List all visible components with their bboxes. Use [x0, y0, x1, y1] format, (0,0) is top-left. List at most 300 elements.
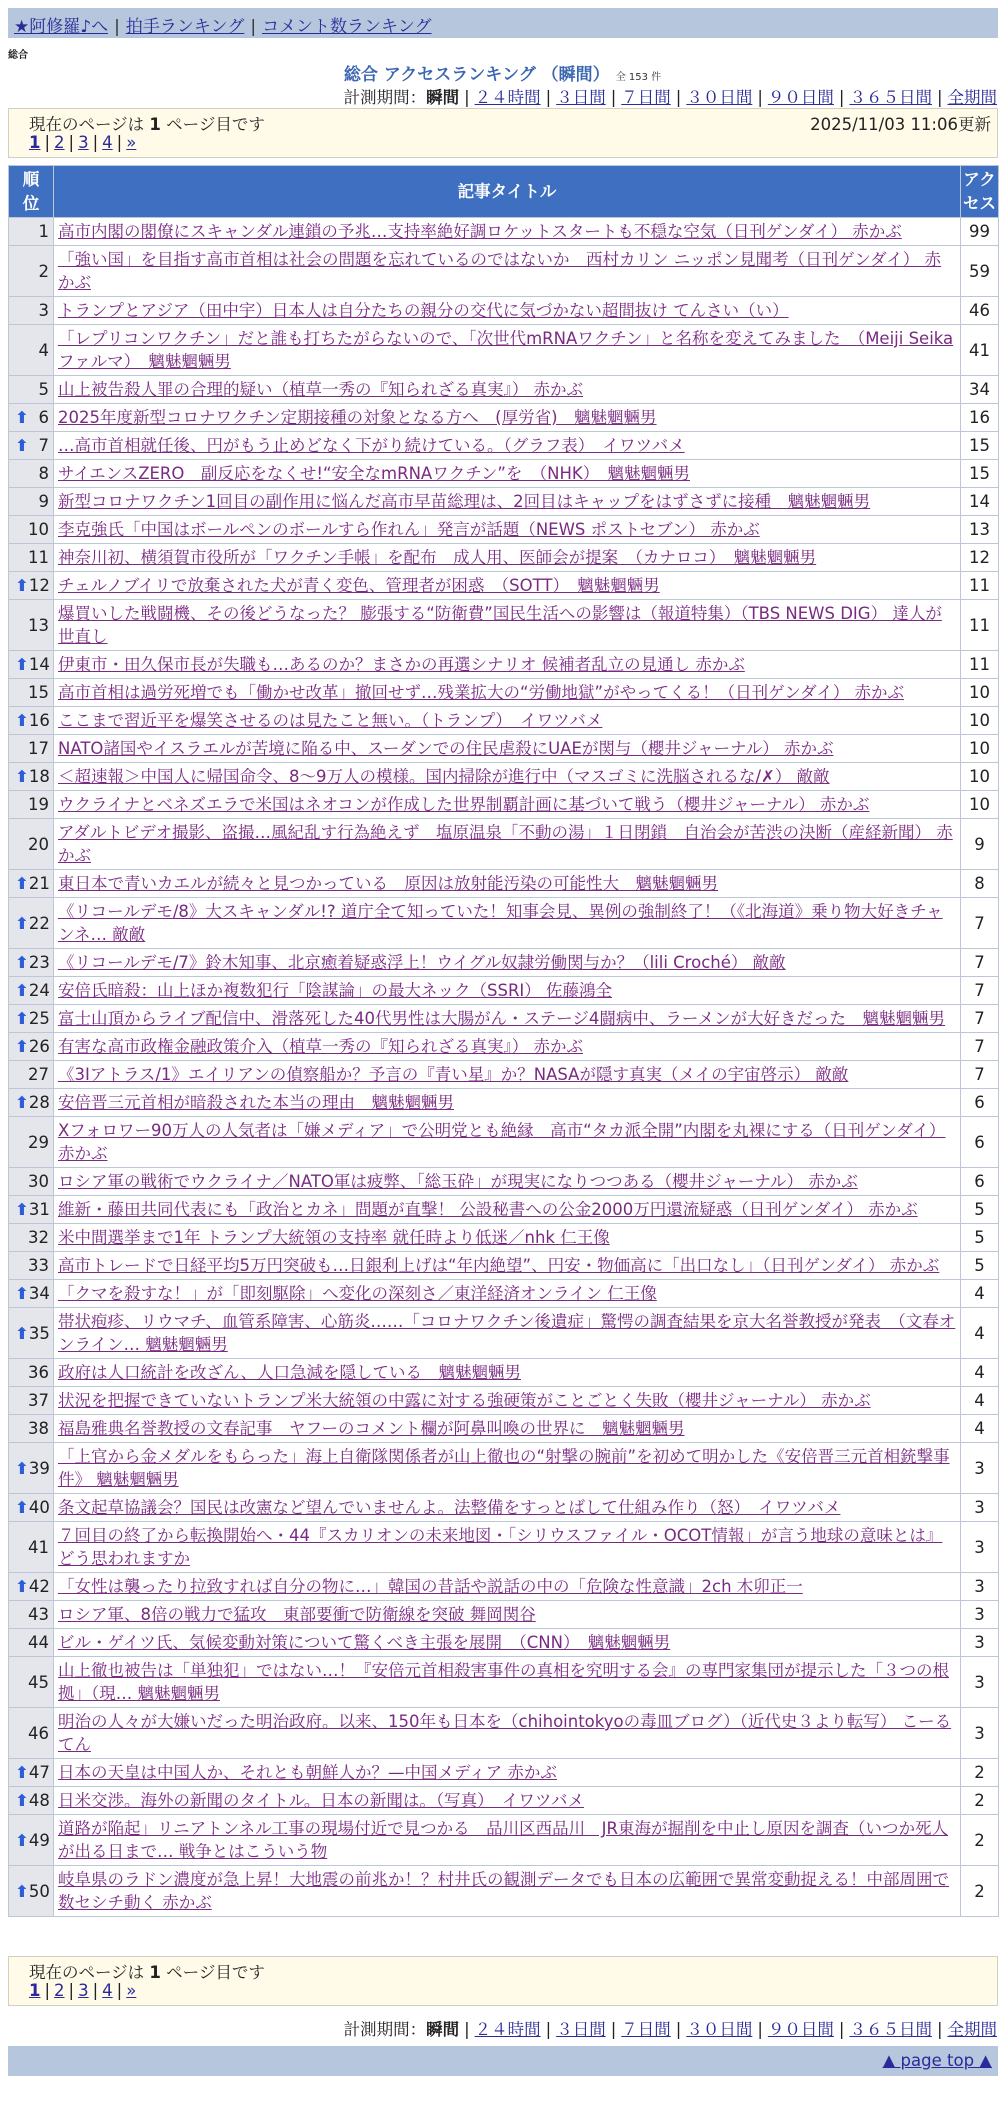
rank-number: 36: [28, 1363, 49, 1382]
table-row: [9, 1308, 999, 1359]
period-separator: |: [545, 88, 552, 107]
rank-cell: [9, 1359, 54, 1387]
top-nav-bar: [8, 8, 998, 38]
table-row: [9, 870, 999, 898]
up-arrow-icon: ⬆: [15, 1577, 29, 1596]
access-count: 3: [961, 1601, 999, 1629]
article-link[interactable]: ウクライナとベネズエラで米国はネオコンが作成した世界制覇計画に基づいて戦う（櫻井ジャーナル） 赤かぶ: [58, 795, 870, 814]
table-row: [9, 949, 999, 977]
rank-cell: [9, 1759, 54, 1787]
current-page-post: ページ目です: [166, 1963, 265, 1982]
access-count: 2: [961, 1787, 999, 1815]
page-links: [29, 133, 136, 152]
up-arrow-icon: ⬆: [15, 874, 29, 893]
rank-cell: [9, 600, 54, 651]
table-row: [9, 735, 999, 763]
article-link[interactable]: 山上被告殺人罪の合理的疑い（植草一秀の『知られざる真実』） 赤かぶ: [58, 380, 583, 399]
access-count: 6: [961, 1089, 999, 1117]
rank-cell: [9, 544, 54, 572]
article-link[interactable]: 有害な高市政権金融政策介入（植草一秀の『知られざる真実』） 赤かぶ: [58, 1037, 583, 1056]
current-page-text: [29, 1959, 265, 1983]
rank-number: 46: [28, 1723, 49, 1743]
comment-ranking-link[interactable]: コメント数ランキング: [262, 17, 432, 37]
title-cell: [54, 977, 961, 1005]
pager-bottom: [8, 1956, 998, 2006]
title-cell: [54, 1168, 961, 1196]
access-count: 10: [961, 707, 999, 735]
period-option-link[interactable]: ３６５日間: [849, 2020, 932, 2039]
access-count: 13: [961, 516, 999, 544]
table-row: [9, 1759, 999, 1787]
table-row: [9, 679, 999, 707]
up-arrow-icon: ⬆: [15, 1323, 29, 1343]
page-title-text: 総合 アクセスランキング （瞬間）: [343, 65, 610, 85]
rank-cell: [9, 325, 54, 376]
table-row: [9, 1033, 999, 1061]
period-separator: |: [610, 88, 617, 107]
table-row: [9, 791, 999, 819]
title-cell: [54, 1252, 961, 1280]
period-option-link[interactable]: ３日間: [556, 2020, 606, 2039]
article-link[interactable]: 「強い国」を目指す高市首相は社会の問題を忘れているのではないか 西村カリン ニッポン見聞考（日刊ゲンダイ） 赤かぶ: [58, 250, 942, 292]
rank-number: 24: [28, 981, 50, 1000]
article-link[interactable]: ここまで習近平を爆笑させるのは見たこと無い。（トランプ） イワツバメ: [58, 711, 603, 730]
access-count: 11: [961, 651, 999, 679]
table-row: [9, 1629, 999, 1657]
title-cell: [54, 791, 961, 819]
article-link[interactable]: 爆買いした戦闘機、その後どうなった？ 膨張する“防衛費”国民生活への影響は（報道特集）（TBS NEWS DIG） 達人が世直し: [58, 604, 942, 646]
article-link[interactable]: 日本の天皇は中国人か、それとも朝鮮人か？—中国メディア 赤かぶ: [58, 1763, 557, 1782]
article-link[interactable]: チェルノブイリで放棄された犬が青く変色、管理者が困惑 （SOTT） 魑魅魍魎男: [58, 576, 660, 595]
page-link-current[interactable]: [29, 1981, 40, 2000]
article-link[interactable]: 安倍晋三元首相が暗殺された本当の理由 魑魅魍魎男: [58, 1093, 454, 1112]
table-row: [9, 460, 999, 488]
period-separator: |: [936, 2020, 943, 2039]
article-link[interactable]: 山上徹也被告は「単独犯」ではない…！『安倍元首相殺害事件の真相を究明する会』の専門家集団が提示した「３つの根拠」（現… 魑魅魍魎男: [58, 1661, 949, 1703]
period-option-link[interactable]: ３日間: [556, 88, 606, 107]
article-link[interactable]: 富士山頂からライブ配信中、滑落死した40代男性は大腸がん・ステージ4闘病中、ラーメンが大好きだった 魑魅魍魎男: [58, 1009, 946, 1028]
title-cell: [54, 1787, 961, 1815]
up-arrow-icon: ⬆: [15, 576, 29, 595]
table-row: [9, 432, 999, 460]
table-row: [9, 1657, 999, 1708]
access-count: 4: [961, 1387, 999, 1415]
rank-header-text: 順位: [22, 169, 40, 213]
rank-number: 23: [28, 953, 50, 972]
title-cell: [54, 325, 961, 376]
article-link[interactable]: 「レプリコンワクチン」だと誰も打ちたがらないので、「次世代mRNAワクチン」と名称を変えてみました （Meiji Seika ファルマ） 魑魅魍魎男: [58, 329, 954, 371]
title-cell: [54, 898, 961, 949]
article-link[interactable]: ロシア軍、8倍の戦力で猛攻 東部要衝で防衛線を突破 舞岡関谷: [58, 1605, 536, 1624]
title-cell: [54, 1033, 961, 1061]
rank-cell: [9, 246, 54, 297]
period-selector-bottom: [344, 2016, 997, 2040]
rank-cell: [9, 651, 54, 679]
rank-cell: [9, 1815, 54, 1866]
rank-number: 19: [28, 795, 49, 814]
nav-separator: |: [114, 17, 120, 37]
page-separator: |: [116, 1981, 123, 2000]
rank-number: 31: [28, 1200, 50, 1219]
title-cell: [54, 246, 961, 297]
up-arrow-icon: ⬆: [15, 1791, 29, 1810]
table-row: [9, 819, 999, 870]
title-cell: [54, 432, 961, 460]
page-link-2[interactable]: 2: [54, 1981, 65, 2000]
rank-number: 39: [28, 1458, 50, 1478]
article-link[interactable]: NATO諸国やイスラエルが苦境に陥る中、スーダンでの住民虐殺にUAEが関与（櫻井ジャーナル） 赤かぶ: [58, 739, 834, 758]
period-option-link[interactable]: ９０日間: [767, 2020, 834, 2039]
period-separator: |: [610, 2020, 617, 2039]
table-row: [9, 707, 999, 735]
page-separator: |: [92, 1981, 99, 2000]
access-count: 3: [961, 1494, 999, 1522]
article-link[interactable]: ＜超速報＞中国人に帰国命令、8～9万人の模様。国内掃除が進行中（マスゴミに洗脳されるな/✗） 敵敵: [58, 767, 830, 786]
rank-number: 34: [28, 1284, 50, 1303]
table-row: [9, 1815, 999, 1866]
access-count: 10: [961, 735, 999, 763]
access-count: 12: [961, 544, 999, 572]
page-link-2[interactable]: 2: [54, 133, 65, 152]
rank-cell: [9, 707, 54, 735]
rank-number: 27: [28, 1065, 49, 1084]
rank-cell: [9, 763, 54, 791]
article-link[interactable]: 政府は人口統計を改ざん、人口急減を隠している 魑魅魍魎男: [58, 1363, 521, 1382]
rank-cell: [9, 404, 54, 432]
up-arrow-icon: ⬆: [15, 1284, 29, 1303]
access-count: 7: [961, 949, 999, 977]
article-link[interactable]: 高市内閣の閣僚にスキャンダル連鎖の予兆…支持率絶好調ロケットスタートも不穏な空気（日刊ゲンダイ） 赤かぶ: [58, 222, 902, 241]
rank-number: 9: [38, 492, 49, 511]
rank-number: 14: [28, 655, 50, 674]
access-count: 11: [961, 600, 999, 651]
page-link-4[interactable]: 4: [102, 133, 113, 152]
period-option-link[interactable]: ２４時間: [474, 2020, 541, 2039]
rank-number: 3: [38, 301, 49, 320]
title-cell: [54, 1601, 961, 1629]
access-count: 4: [961, 1280, 999, 1308]
rank-number: 11: [28, 548, 49, 567]
up-arrow-icon: ⬆: [15, 1498, 29, 1517]
ranking-table: [8, 165, 999, 1917]
article-link[interactable]: 岐阜県のラドン濃度が急上昇！大地震の前兆か！？村井氏の観測データでも日本の広範囲で異常変動捉える！中部周囲で数セシチ動く 赤かぶ: [58, 1870, 949, 1912]
article-link[interactable]: 維新・藤田共同代表にも「政治とカネ」問題が直撃！ 公設秘書への公金2000万円還流疑惑（日刊ゲンダイ） 赤かぶ: [58, 1200, 918, 1219]
page-separator: |: [68, 1981, 75, 2000]
article-link[interactable]: 「クマを殺すな！」が「即刻駆除」へ変化の深刻さ／東洋経済オンライン 仁王像: [58, 1284, 657, 1303]
rank-number: 12: [28, 576, 50, 595]
title-cell: [54, 297, 961, 325]
page-link-4[interactable]: 4: [102, 1981, 113, 2000]
access-count: 7: [961, 1033, 999, 1061]
title-cell: [54, 949, 961, 977]
article-link[interactable]: 福島雅典名誉教授の文春記事 ヤフーのコメント欄が阿鼻叫喚の世界に 魑魅魍魎男: [58, 1419, 685, 1438]
period-separator: |: [838, 2020, 845, 2039]
period-option-link[interactable]: 全期間: [947, 88, 997, 107]
title-cell: [54, 488, 961, 516]
title-cell: [54, 544, 961, 572]
table-row: [9, 1359, 999, 1387]
title-cell: [54, 572, 961, 600]
table-row: [9, 488, 999, 516]
title-cell: [54, 1657, 961, 1708]
page-top-link[interactable]: ▲ page top ▲: [882, 2051, 992, 2070]
table-row: [9, 376, 999, 404]
title-cell: [54, 1387, 961, 1415]
period-label: 計測期間：: [343, 88, 427, 107]
article-link[interactable]: 2025年度新型コロナワクチン定期接種の対象となる方へ (厚労省) 魑魅魍魎男: [58, 408, 657, 427]
access-count: 3: [961, 1522, 999, 1573]
rank-header: [9, 166, 54, 218]
article-link[interactable]: 安倍氏暗殺：山上ほか複数犯行「陰謀論」の最大ネック（SSRI） 佐藤鴻全: [58, 981, 613, 1000]
article-link[interactable]: 「上官から金メダルをもらった」海上自衛隊関係者が山上徹也の“射撃の腕前”を初めて明かした《安倍晋三元首相銃撃事件》 魑魅魍魎男: [58, 1447, 950, 1489]
rank-number: 26: [28, 1037, 50, 1056]
home-link[interactable]: ★阿修羅♪へ: [14, 17, 109, 37]
rank-number: 10: [28, 520, 49, 539]
period-current: 瞬間: [426, 2020, 460, 2039]
rank-cell: [9, 488, 54, 516]
rank-number: 2: [38, 261, 49, 281]
access-count: 34: [961, 376, 999, 404]
period-option-link[interactable]: ３０日間: [686, 88, 753, 107]
period-separator: |: [464, 88, 470, 107]
table-row: [9, 600, 999, 651]
article-link[interactable]: 道路が陥起」リニアトンネル工事の現場付近で見つかる 品川区西品川 JR東海が掘削を中止し原因を調査（いつか死人が出る日まで… 戦争とはこういう物: [58, 1819, 949, 1861]
access-count: 8: [961, 870, 999, 898]
table-row: [9, 651, 999, 679]
up-arrow-icon: ⬆: [15, 953, 29, 972]
rank-cell: [9, 1280, 54, 1308]
article-link[interactable]: 状況を把握できていないトランプ米大統領の中露に対する強硬策がことごとく失敗（櫻井ジャーナル） 赤かぶ: [58, 1391, 871, 1410]
up-arrow-icon: ⬆: [15, 913, 29, 933]
article-link[interactable]: …高市首相就任後、円がもう止めどなく下がり続けている。（グラフ表） イワツバメ: [58, 436, 685, 455]
article-link[interactable]: 伊東市・田久保市長が失職も…あるのか？まさかの再選シナリオ 候補者乱立の見通し 赤かぶ: [58, 655, 745, 674]
rank-number: 40: [28, 1498, 50, 1517]
article-link[interactable]: サイエンスZERO 副反応をなくせ!“安全なmRNAワクチン”を （NHK） 魑魅魍魎男: [58, 464, 690, 483]
page-link-1[interactable]: 1: [29, 133, 41, 152]
period-separator: |: [757, 2020, 763, 2039]
page-separator: |: [68, 133, 75, 152]
rank-number: 5: [38, 380, 49, 399]
article-link[interactable]: 日米交渉。海外の新聞のタイトル。日本の新聞は。（写真） イワツバメ: [58, 1791, 585, 1810]
table-row: [9, 1224, 999, 1252]
rank-number: 6: [38, 408, 49, 427]
title-cell: [54, 1117, 961, 1168]
period-option-link[interactable]: ３０日間: [686, 2020, 753, 2039]
access-count: 4: [961, 1415, 999, 1443]
rank-cell: [9, 432, 54, 460]
rank-cell: [9, 1005, 54, 1033]
access-count: 10: [961, 791, 999, 819]
table-row: [9, 1866, 999, 1917]
rank-cell: [9, 1629, 54, 1657]
rank-cell: [9, 949, 54, 977]
rank-cell: [9, 1252, 54, 1280]
article-link[interactable]: 高市トレードで日経平均5万円突破も…日銀利上げは“年内絶望”、円安・物価高に「出口なし」（日刊ゲンダイ） 赤かぶ: [58, 1256, 940, 1275]
rank-number: 1: [38, 222, 49, 241]
period-option-link[interactable]: 全期間: [947, 2020, 997, 2039]
table-row: [9, 1708, 999, 1759]
title-cell: [54, 1866, 961, 1917]
title-cell: [54, 600, 961, 651]
title-cell: [54, 1280, 961, 1308]
rank-number: 48: [28, 1791, 50, 1810]
title-cell: [54, 735, 961, 763]
next-page-link[interactable]: »: [126, 1981, 137, 2000]
article-link[interactable]: 《リコールデモ/7》鈴木知事、北京癒着疑惑浮上！ウイグル奴隷労働関与か？（lili Croché） 敵敵: [58, 953, 786, 972]
access-count: 11: [961, 572, 999, 600]
access-count: 15: [961, 432, 999, 460]
article-link[interactable]: Xフォロワー90万人の人気者は「嫌メディア」で公明党とも絶縁 高市“タカ派全開”内閣を丸裸にする（日刊ゲンダイ） 赤かぶ: [58, 1121, 946, 1163]
title-cell: [54, 460, 961, 488]
page-link-1[interactable]: 1: [29, 1981, 41, 2000]
rank-cell: [9, 977, 54, 1005]
period-separator: |: [838, 88, 845, 107]
rank-cell: [9, 1061, 54, 1089]
up-arrow-icon: ⬆: [15, 767, 29, 786]
title-cell: [54, 763, 961, 791]
rank-cell: [9, 1415, 54, 1443]
rank-cell: [9, 735, 54, 763]
rank-cell: [9, 791, 54, 819]
access-count: 3: [961, 1443, 999, 1494]
article-link[interactable]: 条文起草協議会？国民は改憲など望んでいませんよ。法整備をすっとばして仕組み作り（怒） イワツバメ: [58, 1498, 841, 1517]
title-header: 記事タイトル: [54, 166, 961, 218]
access-count: 4: [961, 1308, 999, 1359]
pager-top: [8, 108, 998, 158]
access-header-text: アクセス: [963, 169, 996, 213]
table-row: [9, 297, 999, 325]
access-count: 6: [961, 1168, 999, 1196]
rank-number: 21: [28, 874, 50, 893]
rank-number: 35: [28, 1323, 50, 1343]
article-link[interactable]: ロシア軍の戦術でウクライナ／NATO軍は疲弊、「総玉砕」が現実になりつつある（櫻井ジャーナル） 赤かぶ: [58, 1172, 858, 1191]
title-cell: [54, 218, 961, 246]
rank-number: 43: [28, 1605, 49, 1624]
up-arrow-icon: ⬆: [15, 1200, 29, 1219]
rank-cell: [9, 1196, 54, 1224]
rank-cell: [9, 1573, 54, 1601]
rank-number: 50: [28, 1881, 50, 1901]
title-cell: [54, 1494, 961, 1522]
article-link[interactable]: 帯状疱疹、リウマチ、血管系障害、心筋炎……「コロナワクチン後遺症」驚愕の調査結果を京大名誉教授が発表 （文春オンライン… 魑魅魍魎男: [58, 1312, 956, 1354]
table-row: [9, 572, 999, 600]
up-arrow-icon: ⬆: [15, 408, 29, 427]
article-link[interactable]: 新型コロナワクチン1回目の副作用に悩んだ高市早苗総理は、2回目はキャップをはずさずに接種 魑魅魍魎男: [58, 492, 871, 511]
table-row: [9, 218, 999, 246]
title-cell: [54, 1005, 961, 1033]
up-arrow-icon: ⬆: [15, 1881, 29, 1901]
rank-cell: [9, 1443, 54, 1494]
access-count: 7: [961, 1061, 999, 1089]
title-cell: [54, 1089, 961, 1117]
page-separator: |: [116, 133, 123, 152]
article-link[interactable]: 《3Iアトラス/1》エイリアンの偵察船か？予言の『青い星』か？NASAが隠す真実（メイの宇宙啓示） 敵敵: [58, 1065, 849, 1084]
up-arrow-icon: ⬆: [15, 1763, 29, 1782]
article-link[interactable]: ビル・ゲイツ氏、気候変動対策について驚くべき主張を展開 （CNN） 魑魅魍魎男: [58, 1633, 671, 1652]
period-separator: |: [675, 88, 682, 107]
rank-cell: [9, 1117, 54, 1168]
period-separator: |: [464, 2020, 470, 2039]
table-row: [9, 1443, 999, 1494]
rank-cell: [9, 1089, 54, 1117]
period-label: 計測期間：: [343, 2020, 427, 2039]
current-page-post: ページ目です: [166, 115, 265, 134]
title-cell: [54, 1522, 961, 1573]
title-cell: [54, 1708, 961, 1759]
rank-cell: [9, 1224, 54, 1252]
page-link-3[interactable]: 3: [78, 133, 89, 152]
article-link[interactable]: 高市首相は過労死増でも「働かせ改革」撤回せず…残業拡大の“労働地獄”がやってくる！（日刊ゲンダイ） 赤かぶ: [58, 683, 905, 702]
next-page-link[interactable]: »: [126, 133, 137, 152]
article-link[interactable]: 「女性は襲ったり拉致すれば自分の物に…」韓国の昔話や説話の中の「危険な性意識」2ch 木卯正一: [58, 1577, 803, 1596]
rank-cell: [9, 679, 54, 707]
title-cell: [54, 1815, 961, 1866]
title-cell: [54, 1415, 961, 1443]
page-link-3[interactable]: 3: [78, 1981, 89, 2000]
article-link[interactable]: 東日本で青いカエルが続々と見つかっている 原因は放射能汚染の可能性大 魑魅魍魎男: [58, 874, 718, 893]
title-cell: [54, 1759, 961, 1787]
title-cell: [54, 376, 961, 404]
up-arrow-icon: ⬆: [15, 655, 29, 674]
period-option-link[interactable]: ７日間: [621, 2020, 671, 2039]
article-link[interactable]: 李克強氏「中国はボールペンのボールすら作れん」発言が話題（NEWS ポストセブン） 赤かぶ: [58, 520, 760, 539]
title-cell: [54, 1196, 961, 1224]
rank-number: 13: [28, 615, 49, 635]
article-link[interactable]: アダルトビデオ撮影、盗撮…風紀乱す行為絶えず 塩原温泉「不動の湯」１日閉鎖 自治会が苦渋の決断（産経新聞） 赤かぶ: [58, 823, 953, 865]
rank-cell: [9, 460, 54, 488]
up-arrow-icon: ⬆: [15, 1037, 29, 1056]
rank-cell: [9, 1522, 54, 1573]
up-arrow-icon: ⬆: [15, 1458, 29, 1478]
rank-cell: [9, 516, 54, 544]
title-cell: [54, 1061, 961, 1089]
rank-cell: [9, 898, 54, 949]
article-link[interactable]: 《リコールデモ/8》大スキャンダル!? 道庁全て知っていた！知事会見、異例の強制終了！（《北海道》乗り物大好きチャンネ… 敵敵: [58, 902, 943, 944]
period-option-link[interactable]: ９０日間: [767, 88, 834, 107]
article-link[interactable]: トランプとアジア（田中宇）日本人は自分たちの親分の交代に気づかない超間抜け てんさい（い）: [58, 301, 789, 320]
rank-number: 30: [28, 1172, 49, 1191]
page-links: [29, 1981, 136, 2000]
period-option-link[interactable]: ３６５日間: [849, 88, 932, 107]
page-link-current[interactable]: [29, 133, 40, 152]
article-link[interactable]: 米中間選挙まで1年 トランプ大統領の支持率 就任時より低迷／nhk 仁王像: [58, 1228, 610, 1247]
article-link[interactable]: 神奈川初、横須賀市役所が「ワクチン手帳」を配布 成人用、医師会が提案 （カナロコ） 魑魅魍魎男: [58, 548, 817, 567]
table-row: [9, 1196, 999, 1224]
rank-number: 42: [28, 1577, 50, 1596]
rank-cell: [9, 819, 54, 870]
rank-number: 8: [38, 464, 49, 483]
up-arrow-icon: ⬆: [15, 436, 29, 455]
current-page-pre: 現在のページは: [29, 1963, 145, 1982]
period-option-link[interactable]: ２４時間: [474, 88, 541, 107]
table-row: [9, 1089, 999, 1117]
table-row: [9, 898, 999, 949]
period-option-link[interactable]: ７日間: [621, 88, 671, 107]
page-separator: |: [44, 1981, 51, 2000]
table-row: [9, 1522, 999, 1573]
article-link[interactable]: ７回目の終了から転換開始へ・44『スカリオンの未来地図・「シリウスファイル・OCOT情報」が言う地球の意味とは』 どう思われますか: [58, 1526, 943, 1568]
rank-cell: [9, 1787, 54, 1815]
hakushu-ranking-link[interactable]: 拍手ランキング: [125, 17, 245, 37]
table-row: [9, 1573, 999, 1601]
rank-number: 47: [28, 1763, 50, 1782]
period-selector-top: [344, 84, 997, 108]
page-separator: |: [44, 133, 51, 152]
article-link[interactable]: 明治の人々が大嫌いだった明治政府。以来、150年も日本を（chihointokyoの毒皿ブログ）（近代史３より転写） こーるてん: [58, 1712, 952, 1754]
table-row: [9, 1387, 999, 1415]
title-cell: [54, 870, 961, 898]
access-count: 2: [961, 1759, 999, 1787]
